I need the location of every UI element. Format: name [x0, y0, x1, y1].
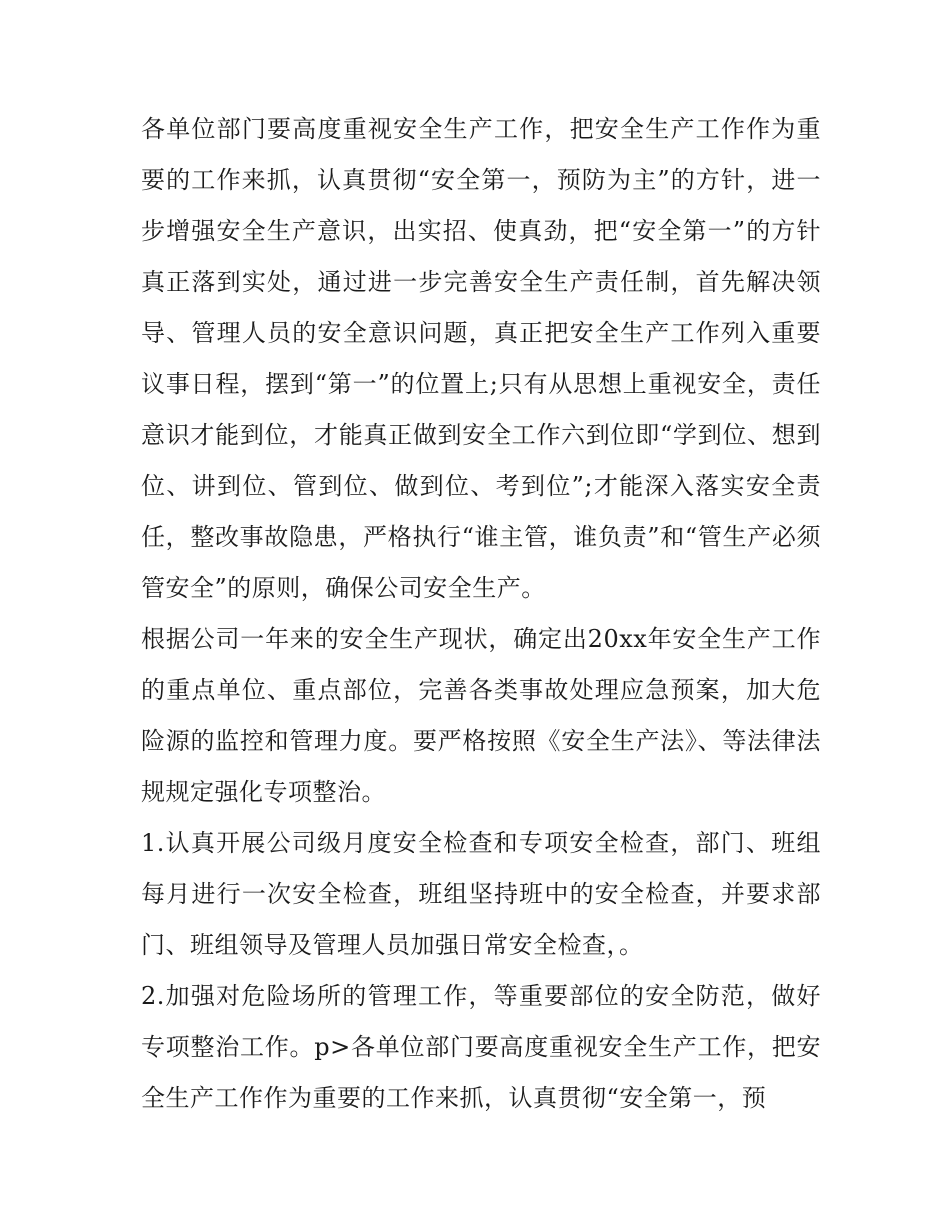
paragraph-item-2-hazard-management: 2.加强对危险场所的管理工作，等重要部位的安全防范，做好专项整治工作。p>各单位部门要高度重视安全生产工作，把安全生产工作作为重要的工作来抓，认真贯彻“安全第一，预 [141, 982, 821, 1112]
paragraph-annual-focus: 根据公司一年来的安全生产现状，确定出20xx年安全生产工作的重点单位、重点部位，完善各类事故处理应急预案，加大危险源的监控和管理力度。要严格按照《安全生产法》、等法律法规规定强化专项整治。 [141, 625, 821, 806]
document-page [141, 104, 821, 1124]
paragraph-safety-priority: 各单位部门要高度重视安全生产工作，把安全生产工作作为重要的工作来抓，认真贯彻“安全第一，预防为主”的方针，进一步增强安全生产意识，出实招、使真劲，把“安全第一”的方针真正落到实处，通过进一步完善安全生产责任制，首先解决领导、管理人员的安全意识问题，真正把安全生产工作列入重要议事日程，摆到“第一”的位置上;只有从思想上重视安全，责任意识才能到位，才能真正做到安全工作六到位即“学到位、想到位、讲到位、管到位、做到位、考到位”;才能深入落实安全责任，整改事故隐患，严格执行“谁主管，谁负责”和“管生产必须管安全”的原则，确保公司安全生产。 [141, 115, 821, 602]
paragraph-item-1-inspections: 1.认真开展公司级月度安全检查和专项安全检查，部门、班组每月进行一次安全检查，班组坚持班中的安全检查，并要求部门、班组领导及管理人员加强日常安全检查，。 [141, 829, 821, 959]
